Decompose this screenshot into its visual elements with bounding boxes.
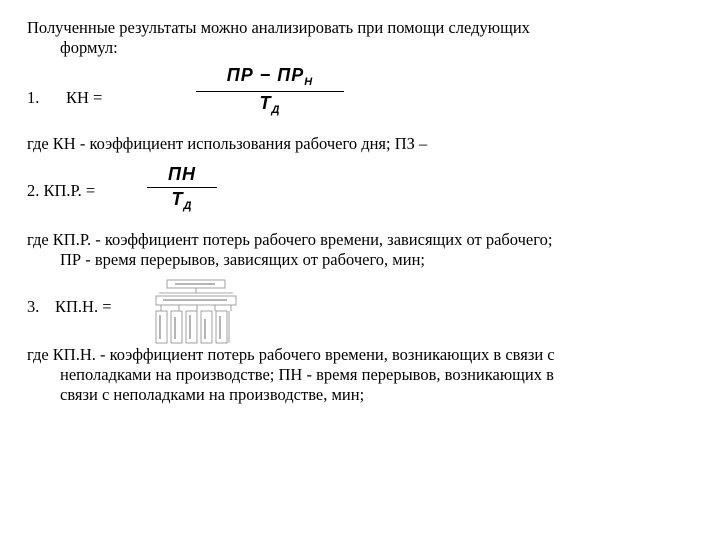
formula2-numerator: ПН (168, 164, 196, 184)
formula1-fraction (196, 64, 344, 117)
intro-line-1: Полученные результаты можно анализировать при помощи следующих (27, 18, 530, 37)
definition3-line-1: где КП.Н. - коэффициент потерь рабочего времени, возникающих в связи с (27, 345, 555, 364)
definition1: где КН - коэффициент использования рабочего дня; ПЗ – (27, 134, 428, 153)
formula2-label: 2. КП.Р. = (27, 181, 96, 200)
formula1-number: 1. (27, 88, 40, 107)
definition3-line-2: неполадками на производстве; ПН - время перерывов, возникающих в (60, 365, 554, 384)
formula3-label: КП.Н. = (55, 297, 112, 316)
formula1-numerator: ПР − $ПР_Н$ (226, 65, 314, 88)
formula1-denominator: $Т_Д$ (259, 93, 281, 116)
formula3-number: 3. (27, 297, 40, 316)
intro-line-2: формул: (60, 38, 118, 57)
formula2-denominator: $Т_Д$ (171, 189, 193, 212)
formula1-label: КН = (66, 88, 103, 107)
definition2-line-1: где КП.Р. - коэффициент потерь рабочего времени, зависящих от рабочего; (27, 230, 553, 249)
formula2-fraction (147, 163, 217, 213)
definition3-line-3: связи с неполадками на производстве, мин; (60, 385, 365, 404)
formula3-diagram-image (155, 279, 237, 345)
definition2-line-2: ПР - время перерывов, зависящих от рабочего, мин; (60, 250, 425, 269)
